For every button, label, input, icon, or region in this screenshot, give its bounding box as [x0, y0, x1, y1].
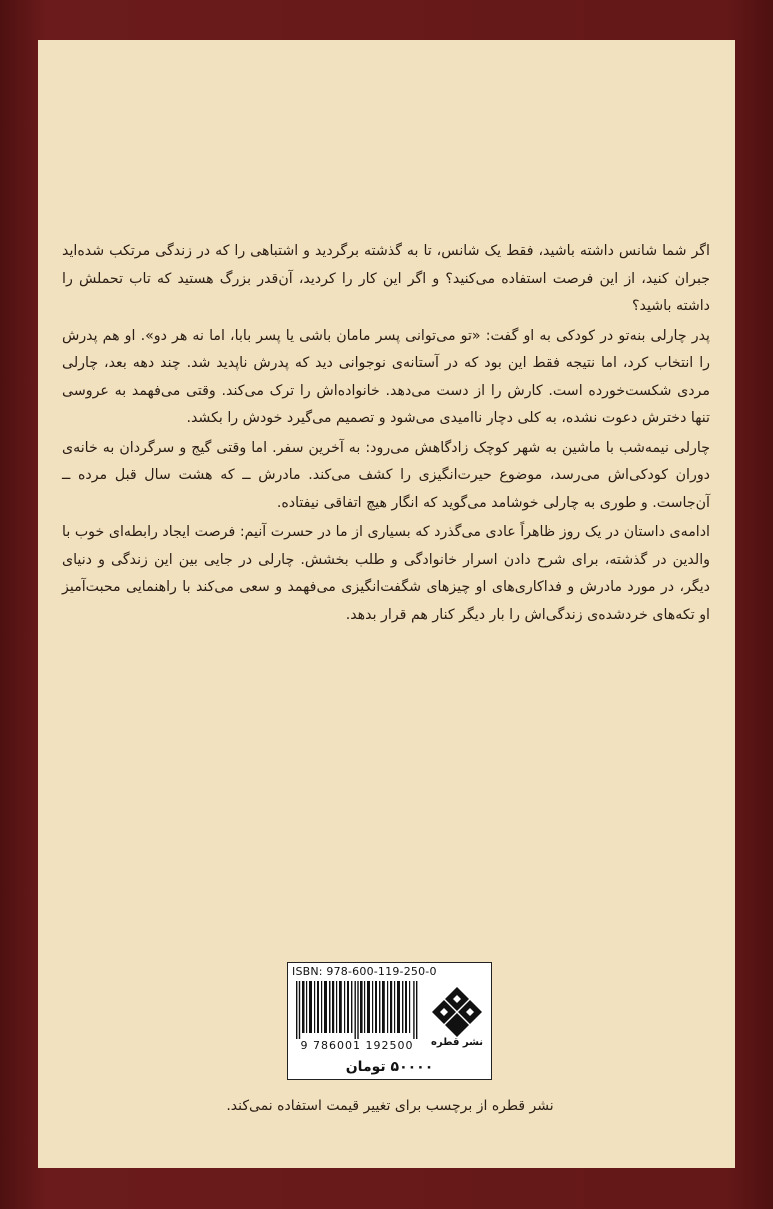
- price-label: ۵۰۰۰۰ تومان: [287, 1055, 492, 1080]
- blurb-paragraph-1: اگر شما شانس داشته باشید، فقط یک شانس، تا به گذشته برگردید و اشتباهی را که در زندگی مرتکب شده‌اید جبران کنید، از این فرصت استفاده می‌کنید؟ و اگر این کار را کردید، آن‌قدر بزرگ هستید که تاب تحملش را داشته باشید؟: [62, 243, 710, 314]
- publisher-logo-label: نشر قطره: [430, 1037, 484, 1048]
- barcode-number: 9 786001 192500: [300, 1039, 414, 1052]
- barcode-image: [296, 981, 418, 1039]
- blurb-paragraph-2: پدر چارلی بنه‌تو در کودکی به او گفت: «تو می‌توانی پسر مامان باشی یا پسر بابا، اما نه هر دو». او هم پدرش را انتخاب کرد، اما نتیجه فقط این بود که در آستانه‌ی نوجوانی دید که پدرش ناپدید شد. چند دهه بعد، چارلی مردی شکست‌خورده است. کارش را از دست می‌دهد. خانواده‌اش را ترک می‌کند. وقتی می‌فهمد به عروسی تنها دخترش دعوت نشده، به کلی دچار ناامیدی می‌شود و تصمیم می‌گیرد خودش را بکشد.: [62, 327, 710, 426]
- blurb-paragraph-4: ادامه‌ی داستان در یک روز ظاهراً عادی می‌گذرد که بسیاری از ما در حسرت آنیم: فرصت ایجاد رابطه‌ای خوب با والدین در گذشته، برای شرح دادن اسرار خانوادگی و طلب بخشش. چارلی در جایی بین این زندگی و دنیای دیگر، در مورد مادرش و فداکاری‌های او چیزهای شگفت‌انگیزی می‌فهمد و سعی می‌کند با راهنمایی محبت‌آمیز او تکه‌های خردشده‌ی زندگی‌اش را بار دیگر کنار هم قرار بدهد.: [62, 524, 710, 623]
- blurb-paragraph-3: چارلی نیمه‌شب با ماشین به شهر کوچک زادگاهش می‌رود: به آخرین سفر. اما وقتی گیج و سرگردان به خانه‌ی دوران کودکی‌اش می‌رسد، موضوع حیرت‌انگیزی را کشف می‌کند. مادرش ــ که هشت سال قبل مرده ــ آن‌جاست. و طوری به چارلی خوشامد می‌گوید که انگار هیچ اتفاقی نیفتاده.: [62, 439, 710, 511]
- publisher-logo-icon: [431, 985, 483, 1037]
- price-notice: نشر قطره از برچسب برای تغییر قیمت استفاده نمی‌کند.: [226, 1098, 554, 1114]
- blurb-text: [62, 238, 710, 631]
- barcode-label: [287, 962, 492, 1057]
- isbn-text: ISBN: 978-600-119-250-0: [292, 965, 437, 978]
